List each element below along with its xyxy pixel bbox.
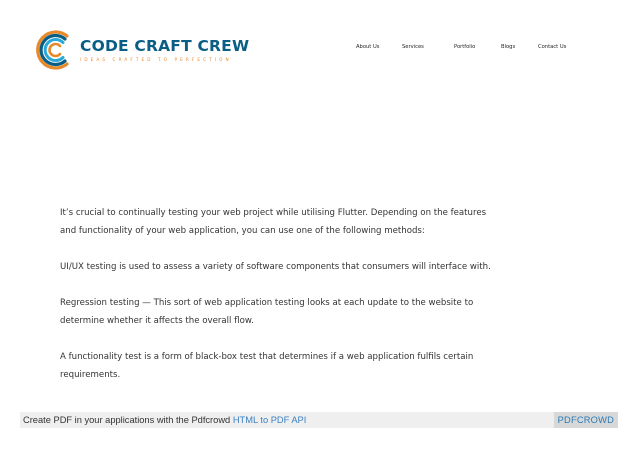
article-body [60, 204, 500, 402]
pdfcrowd-footer [20, 412, 618, 428]
nav-item-blogs[interactable]: Blogs [501, 44, 516, 50]
brand-tagline: IDEAS CRAFTED TO PERFECTION [80, 57, 232, 62]
nav-item-contact-us[interactable]: Contact Us [538, 44, 567, 50]
footer-text [23, 415, 306, 425]
article-paragraph-uiux-testing: UI/UX testing is used to assess a variety of software components that consumers will interface with. [60, 262, 491, 272]
nav-item-services[interactable]: Services [402, 44, 424, 50]
brand-name: CODE CRAFT CREW [80, 37, 250, 55]
nav-item-about-us[interactable]: About Us [356, 44, 380, 50]
footer-message: Create PDF in your applications with the Pdfcrowd [23, 415, 231, 425]
nav-item-portfolio[interactable]: Portfolio [454, 44, 476, 50]
article-paragraph-intro: It’s crucial to continually testing your web project while utilising Flutter. Depending on the features and functionality of your web application, you can use one of the following methods: [60, 208, 487, 236]
article-paragraph-functionality-test: A functionality test is a form of black-box test that determines if a web application fulfils certain requirements. [60, 352, 474, 380]
pdfcrowd-brand-link[interactable]: PDFCROWD [554, 412, 618, 428]
article-paragraph-regression-testing: Regression testing — This sort of web application testing looks at each update to the website to determine whether it affects the overall flow. [60, 298, 474, 326]
html-to-pdf-api-link[interactable]: HTML to PDF API [232, 415, 307, 425]
main-nav [0, 44, 638, 54]
